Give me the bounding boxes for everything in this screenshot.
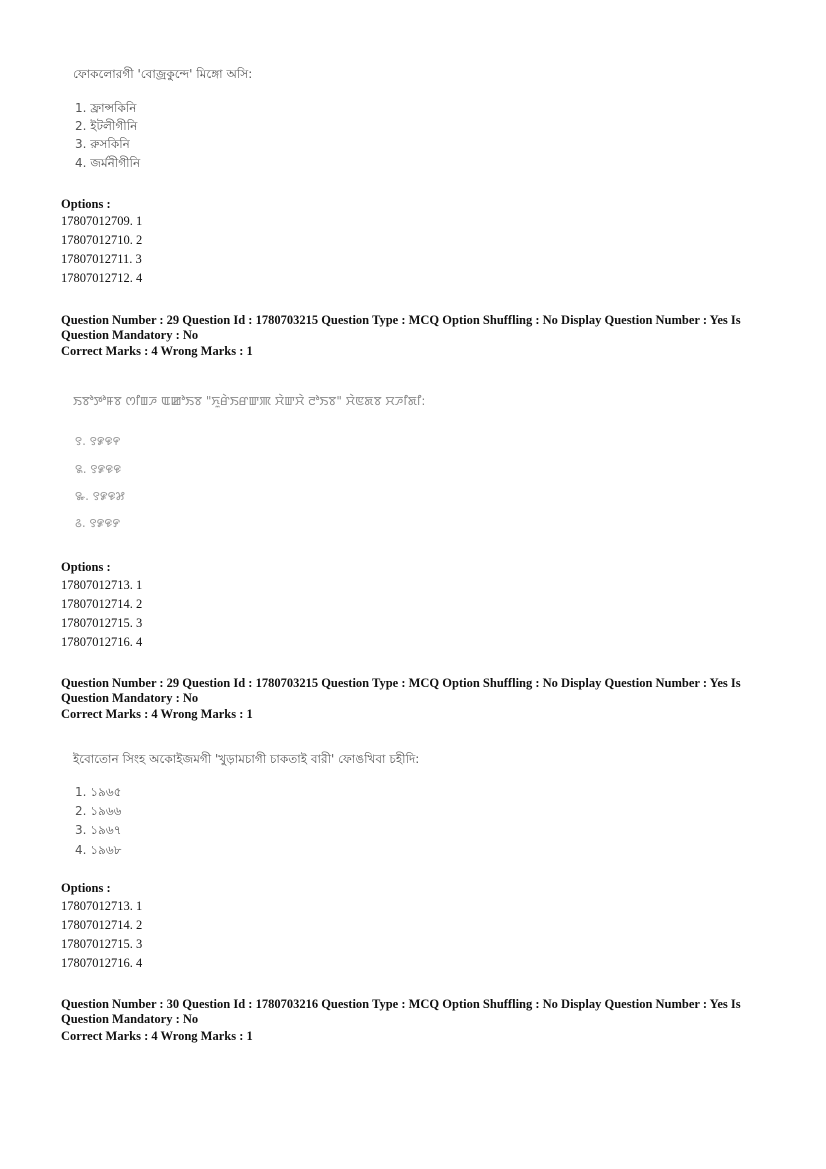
options-label: Options : [61, 560, 111, 574]
choice: 1. ফ্রান্সকিনি [75, 101, 137, 115]
choice: ꯲. ꯱꯹꯶꯶ [75, 462, 122, 476]
option-row: 17807012716. 4 [61, 635, 143, 649]
choice: 4. ১৯৬৮ [75, 843, 122, 857]
option-row: 17807012715. 3 [61, 616, 143, 630]
choice: 4. জর্মনীগীনি [75, 156, 141, 170]
option-row: 17807012714. 2 [61, 597, 143, 611]
choice: 2. ইটলীগীনি [75, 119, 138, 133]
option-row: 17807012712. 4 [61, 271, 143, 285]
choice: 3. ১৯৬৭ [75, 823, 122, 837]
question-text: ꯏꯕꯣꯇꯣꯝꯕ ꯁꯤꯡꯍ ꯑꯀꯣꯏꯕ "ꯈꯨꯔꯥꯏꯔꯛꯄ ꯆꯥꯛꯆꯥ ꯂꯣꯏꯕ" ꯆꯥꯟꯗꯕ ꯆꯍꯤꯗꯤ: [73, 394, 426, 408]
question-header: Question Number : 30 Question Id : 1780703216 Question Type : MCQ Option Shuffling : No Display Question Number : Yes Is Question Mandatory : No [61, 997, 741, 1026]
option-row: 17807012709. 1 [61, 214, 143, 228]
choice: ꯳. ꯱꯹꯶꯷ [75, 489, 125, 503]
option-row: 17807012716. 4 [61, 956, 143, 970]
option-row: 17807012713. 1 [61, 899, 143, 913]
marks-line: Correct Marks : 4 Wrong Marks : 1 [61, 1029, 253, 1043]
option-row: 17807012710. 2 [61, 233, 143, 247]
choice: 1. ১৯৬৫ [75, 785, 122, 799]
marks-line: Correct Marks : 4 Wrong Marks : 1 [61, 707, 253, 721]
marks-line: Correct Marks : 4 Wrong Marks : 1 [61, 344, 253, 358]
question-header: Question Number : 29 Question Id : 1780703215 Question Type : MCQ Option Shuffling : No Display Question Number : Yes Is Question Mandatory : No [61, 676, 741, 705]
option-row: 17807012713. 1 [61, 578, 143, 592]
question-text: ফোকলোরগী 'বোজ্রকুন্দে' মিঙ্গো অসি: [73, 67, 253, 81]
option-row: 17807012714. 2 [61, 918, 143, 932]
choice: ꯴. ꯱꯹꯶꯸ [75, 516, 121, 530]
question-header: Question Number : 29 Question Id : 1780703215 Question Type : MCQ Option Shuffling : No Display Question Number : Yes Is Question Mandatory : No [61, 313, 741, 342]
options-label: Options : [61, 881, 111, 895]
choice: 2. ১৯৬৬ [75, 804, 122, 818]
choice: 3. রুসকিনি [75, 137, 130, 151]
options-label: Options : [61, 197, 111, 211]
option-row: 17807012711. 3 [61, 252, 142, 266]
option-row: 17807012715. 3 [61, 937, 143, 951]
choice: ꯱. ꯱꯹꯶꯵ [75, 434, 121, 448]
question-text: ইবোতোন সিংহ অকোইজমগী 'খুড়ামচাগী চাকতাই বারী' ফোঙখিবা চহীদি: [73, 752, 420, 766]
